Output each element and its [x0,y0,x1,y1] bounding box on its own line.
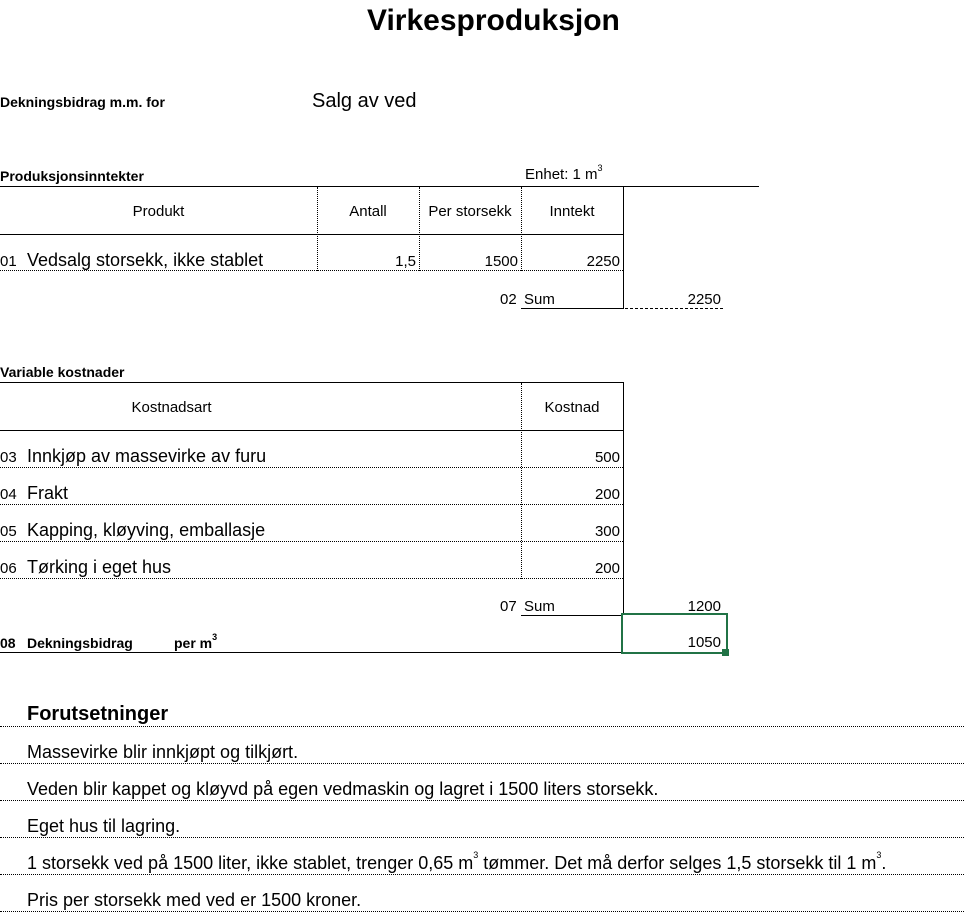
row-border [0,763,964,764]
assumptions-title: Forutsetninger [27,703,169,725]
sum-underline [521,308,623,309]
assumption-line: Veden blir kappet og kløyvd på egen vedmaskin og lagret i 1500 liters storsekk. [27,779,659,799]
sum-underline [625,308,723,309]
row-border [0,800,964,801]
costs-top-border [0,382,624,383]
row-code: 05 [0,523,17,540]
row-border [0,911,964,912]
costs-sum-code: 07 [500,598,517,615]
row-border [0,541,623,542]
income-sum-code: 02 [500,291,517,308]
income-sum-value: 2250 [687,291,721,308]
costs-sum-label: Sum [524,598,555,615]
row-value: 300 [594,523,620,540]
row-product: Vedsalg storsekk, ikke stablet [27,250,264,270]
col-header-kostnad: Kostnad [544,399,600,416]
assumption-line: Eget hus til lagring. [27,816,181,836]
row-border [0,467,623,468]
row-antall: 1,5 [395,253,416,270]
row-label: Frakt [27,483,69,503]
contribution-underline [0,652,623,653]
row-label: Kapping, kløyving, emballasje [27,520,266,540]
col-header-kostnadsart: Kostnadsart [131,399,212,416]
row-label: Tørking i eget hus [27,557,172,577]
contribution-code: 08 [0,635,16,651]
row-border [0,270,623,271]
assumption-line: Massevirke blir innkjøpt og tilkjørt. [27,742,299,762]
assumption-line: 1 storsekk ved på 1500 liter, ikke stablet, trenger 0,65 $m^3$ tømmer. Det må derfor selges 1,5 storsekk til 1 $m^3$. [27,850,887,873]
col-header-per-storsekk: Per storsekk [428,203,512,220]
sum-underline [521,615,623,616]
row-value: 500 [594,449,620,466]
header-value[interactable]: Salg av ved [312,90,417,112]
row-inntekt: 2250 [586,253,620,270]
costs-sum-value: 1200 [687,598,721,615]
row-label: Innkjøp av massevirke av furu [27,446,267,466]
row-value: 200 [594,486,620,503]
row-code: 04 [0,486,17,503]
income-top-border [0,186,759,187]
row-border [0,726,964,727]
contribution-label: Dekningsbidrag [27,635,133,651]
row-code: 01 [0,253,17,270]
income-header-border [0,234,623,235]
row-border [0,874,964,875]
cell-selection[interactable] [621,613,728,654]
col-header-inntekt: Inntekt [549,203,595,220]
fill-handle[interactable] [722,649,729,656]
unit-label: Enhet: 1 $m^3$ [525,163,603,183]
row-per-storsekk: 1500 [484,253,518,270]
income-section-title: Produksjonsinntekter [0,168,144,184]
assumption-line: Pris per storsekk med ved er 1500 kroner. [27,890,362,910]
row-border [0,837,964,838]
contribution-value[interactable]: 1050 [687,634,721,651]
col-header-antall: Antall [349,203,387,220]
divider [623,383,624,615]
row-border [0,504,623,505]
row-code: 06 [0,560,17,577]
col-header-produkt: Produkt [132,203,185,220]
page-title: Virkesproduksjon [367,4,620,37]
row-value: 200 [594,560,620,577]
costs-section-title: Variable kostnader [0,364,125,380]
costs-header-border [0,430,623,431]
row-code: 03 [0,449,17,466]
row-border [0,578,623,579]
income-sum-label: Sum [524,291,555,308]
contribution-per-label: per $m^3$ [174,632,218,651]
header-label: Dekningsbidrag m.m. for [0,94,165,110]
